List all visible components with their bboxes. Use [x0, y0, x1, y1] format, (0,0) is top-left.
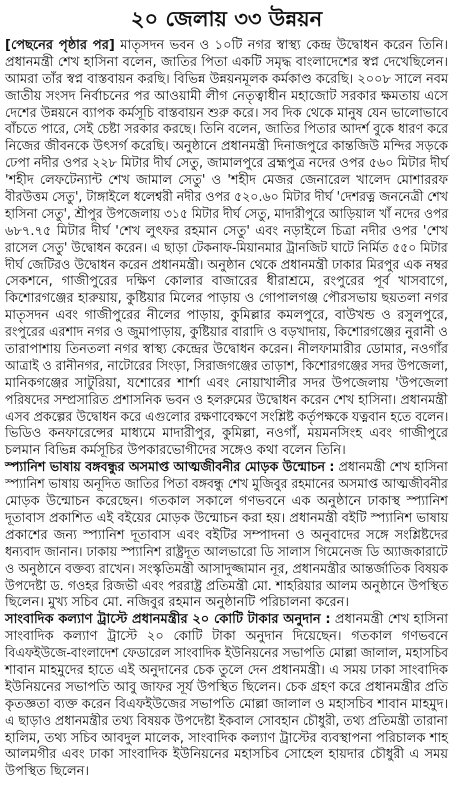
article-line: সাংবাদিক কল্যাণ ট্রাস্টে ২০ কোটি টাকা অনুদান দিয়েছেন। গতকাল গণভবনে: [5, 629, 448, 645]
line-text: প্রধানমন্ত্রী শেখ হাসিনা: [334, 612, 448, 628]
article-line: ৬৮৭.৭৫ মিটার দীর্ঘ 'শেখ লুৎফর রহমান সেতু' এবং নড়াইলে চিত্রা নদীর ওপর 'শেখ: [5, 223, 448, 239]
article-line: তারাপাশায় তিনতলা নগর স্বাস্থ্য কেন্দ্রের উদ্বোধন করেন। নীলফামারীর ডোমার, নওগাঁর: [5, 342, 448, 358]
article-line: দীর্ঘ জেটিরও উদ্বোধন করেন প্রধানমন্ত্রী। অনুষ্ঠান থেকে প্রধানমন্ত্রী ঢাকার মিরপুর এক নম্বর: [5, 257, 448, 273]
article-line: ইউনিয়নের সভাপতি আবু জাফর সূর্য উপস্থিত ছিলেন। চেক গ্রহণ করে প্রধানমন্ত্রীর প্রতি: [5, 679, 448, 695]
article-line: মাতৃসদন এবং গাজীপুরের নীলের পাড়ায়, কুমিল্লার কমলপুরে, বাউখন্ড ও রসুলপুরে,: [5, 308, 448, 324]
article-line: এসব প্রকল্পের উদ্বোধন করে এগুলোর রক্ষণাবেক্ষণে সংশ্লিষ্ট কর্তৃপক্ষকে যত্নবান হতে বলেন।: [5, 409, 449, 425]
article-line: ভিডিও কনফারেন্সের মাধ্যমে মাদারীপুর, কুমিল্লা, নওগাঁ, ময়মনসিংহ এবং গাজীপুরে: [5, 426, 448, 442]
article-line: বাঁচতে পারে, সেই চেষ্টা সরকার করছে। তিনি বলেন, জাতির পিতার আদর্শ বুকে ধারণ করে: [5, 122, 449, 138]
article-line: রংপুরের এরশাদ নগর ও জুমাপাড়ায়, কুষ্টিয়ার বারাদি ও বড়খাদায়, কিশোরগঞ্জের নুরানী ও: [5, 325, 448, 341]
article-line: বীরউত্তম সেতু', টাঙ্গাইলে ধলেশ্বরী নদীর ওপর ৫২০.৬০ মিটার দীর্ঘ 'দেশরত্ন জননেত্রী শেখ: [5, 190, 449, 206]
article-line: ধন্যবাদ জানান। ঢাকায় স্প্যানিশ রাষ্ট্রদূত আলভারো ডি সালাস গিমেনেজ ডি অ্যাজকারাটে: [5, 544, 448, 560]
article-line: শাবান মাহমুদের হাতে এই অনুদানের চেক তুলে দেন প্রধানমন্ত্রী। এ সময় ঢাকা সাংবাদিক: [5, 662, 448, 678]
article-line: উপস্থিত ছিলেন।: [5, 764, 90, 780]
headline: ২০ জেলায় ৩৩ উন্নয়ন: [130, 7, 323, 31]
article-line: কিশোরগঞ্জের হারুয়ায়, কুষ্টিয়ার মিলের পাড়ায় ও গোপালগঞ্জ পৌরসভায় ছয়তলা নগর: [5, 291, 448, 307]
section-heading: স্প্যানিশ ভাষায় বঙ্গবন্ধুর অসমাপ্ত আত্মজীবনীর মোড়ক উন্মোচন :: [5, 460, 335, 476]
article-line: স্প্যানিশ ভাষায় অনূদিত জাতির পিতা বঙ্গবন্ধু শেখ মুজিবুর রহমানের অসমাপ্ত আত্মজীবনীর: [5, 477, 448, 493]
line-text: মাতৃসদন ভবন ও ১০টি নগর স্বাস্থ্য কেন্দ্র উদ্বোধন করেন তিনি।: [120, 38, 448, 53]
article-line: হাসিনা সেতু', শ্রীপুর উপজেলায় ৩১৫ মিটার দীর্ঘ সেতু, মাদারীপুরে আড়িয়াল খাঁ নদের ওপর: [5, 206, 449, 222]
article-line: [5, 612, 448, 629]
article-line: চলমান বিভিন্ন কর্মসূচির উপকারভোগীদের সঙ্গেও কথা বলেন তিনি।: [5, 443, 346, 459]
article-line: প্রধানমন্ত্রী শেখ হাসিনা বলেন, জাতির পিতা একটি সমৃদ্ধ বাংলাদেশের স্বপ্ন দেখেছিলেন।: [5, 54, 448, 70]
article-line: [5, 38, 448, 55]
article-line: ছিলেন। মুখ্য সচিব মো. নজিবুর রহমান অনুষ্ঠানটি পরিচালনা করেন।: [5, 595, 350, 611]
article-line: দূতাবাস প্রকাশিত এই বইয়ের মোড়ক উন্মোচন করা হয়। প্রধানমন্ত্রী বইটি স্প্যানিশ ভাষায়: [5, 510, 449, 526]
article-line: ঢেপা নদীর ওপর ২২৮ মিটার দীর্ঘ সেতু, জামালপুরে ব্রহ্মপুত্র নদের ওপর ৫৬০ মিটার দীর্ঘ: [5, 156, 449, 172]
line-text: প্রধানমন্ত্রী শেখ হাসিনা: [338, 460, 448, 476]
article-line: 'শহীদ লেফটেন্যান্ট শেখ জামাল সেতু' ও 'শহীদ মেজর জেনারেল খালেদ মোশাররফ: [5, 173, 448, 189]
article-line: পরিষদের সম্প্রসারিত প্রশাসনিক ভবন ও হলরুমের উদ্বোধন করেন শেখ হাসিনা। প্রধানমন্ত্রী: [5, 392, 448, 408]
article-line: এ ছাড়াও প্রধানমন্ত্রীর তথ্য বিষয়ক উপদেষ্টা ইকবাল সোবহান চৌধুরী, তথ্য প্রতিমন্ত্রী তারানা: [5, 713, 448, 729]
article-line: প্রকাশের জন্য স্প্যানিশ দূতাবাস এবং বইটির সম্পাদনা ও অনুবাদের সঙ্গে সংশ্লিষ্টদের: [5, 527, 448, 543]
section-heading: সাংবাদিক কল্যাণ ট্রাস্টে প্রধানমন্ত্রীর ২০ কোটি টাকার অনুদান :: [5, 612, 331, 628]
article-line: জাতীয় সংসদ নির্বাচনের পর আওয়ামী লীগ নেতৃত্বাধীন মহাজোট সরকার ক্ষমতায় এসে: [5, 88, 448, 104]
article-line: [5, 460, 448, 477]
article-line: মোড়ক উন্মোচন করেছেন। গতকাল সকালে গণভবনে এক অনুষ্ঠানে ঢাকাস্থ স্প্যানিশ: [5, 494, 448, 510]
article-line: কৃতজ্ঞতা ব্যক্ত করেন বিএফইউজের সভাপতি মোল্লা জালাল ও মহাসচিব শাবান মাহমুদ।: [5, 696, 449, 712]
article-body: [5, 38, 448, 781]
article-line: আলমগীর এবং ঢাকা সাংবাদিক ইউনিয়নের মহাসচিব সোহেল হায়দার চৌধুরী এ সময়: [5, 747, 448, 763]
article-paragraph: [5, 38, 448, 460]
article-line: মানিকগঞ্জের সাটুরিয়া, যশোরের শার্শা এবং নোয়াখালীর সদর উপজেলায় 'উপজেলা: [5, 375, 448, 391]
article-line: বিএফইউজে-বাংলাদেশ ফেডারেল সাংবাদিক ইউনিয়নের সভাপতি মোল্লা জালাল, মহাসচিব: [5, 646, 449, 662]
article-line: হালিম, তথ্য সচিব আবদুল মালেক, সাংবাদিক কল্যাণ ট্রাস্টের ব্যবস্থাপনা পরিচালক শাহ: [5, 730, 448, 746]
article-line: রাসেল সেতু' উদ্বোধন করেন। এ ছাড়া টেকনাফ-মিয়ানমার ট্রানজিট ঘাটে নির্মিত ৫৫০ মিটার: [5, 240, 448, 256]
article-line: নিজের জীবনকে উৎসর্গ করেছি। অনুষ্ঠানে প্রধানমন্ত্রী দিনাজপুরে কান্তজিউ মন্দির সড়কে: [5, 139, 448, 155]
article-paragraph: [5, 460, 448, 612]
article-line: দেশের উন্নয়নে ব্যাপক কর্মসূচি বাস্তবায়ন শুরু করে। সব দিক থেকে মানুষ যেন ভালোভাবে: [5, 105, 449, 121]
article-line: সেকশনে, গাজীপুরের দক্ষিণ কোলার বাজারের ধীরাশ্রমে, রংপুরের পূর্ব খাসবাগে,: [5, 274, 448, 290]
continuation-label: [পেছনের পৃষ্ঠার পর]: [5, 38, 115, 53]
article-line: ও অনুষ্ঠানে বক্তব্য রাখেন। সংস্কৃতিমন্ত্রী আসাদুজ্জামান নূর, প্রধানমন্ত্রীর আন্তর্জাতিক বিষয়ক: [5, 561, 449, 577]
article-line: আমরা তাঁর স্বপ্ন বাস্তবায়ন করছি। বিভিন্ন উন্নয়নমূলক কর্মকাণ্ড করেছি। ২০০৮ সালে নবম: [5, 71, 449, 87]
article-paragraph: [5, 612, 448, 781]
article-line: আত্রাই ও রানীনগর, নাটোরের সিংড়া, সিরাজগঞ্জের তাড়াশ, কিশোরগঞ্জের সদর উপজেলা,: [5, 358, 449, 374]
article-line: উপদেষ্টা ড. গওহর রিজভী এবং পররাষ্ট্র প্রতিমন্ত্রী মো. শাহরিয়ার আলম অনুষ্ঠানে উপস্থিত: [5, 578, 449, 594]
